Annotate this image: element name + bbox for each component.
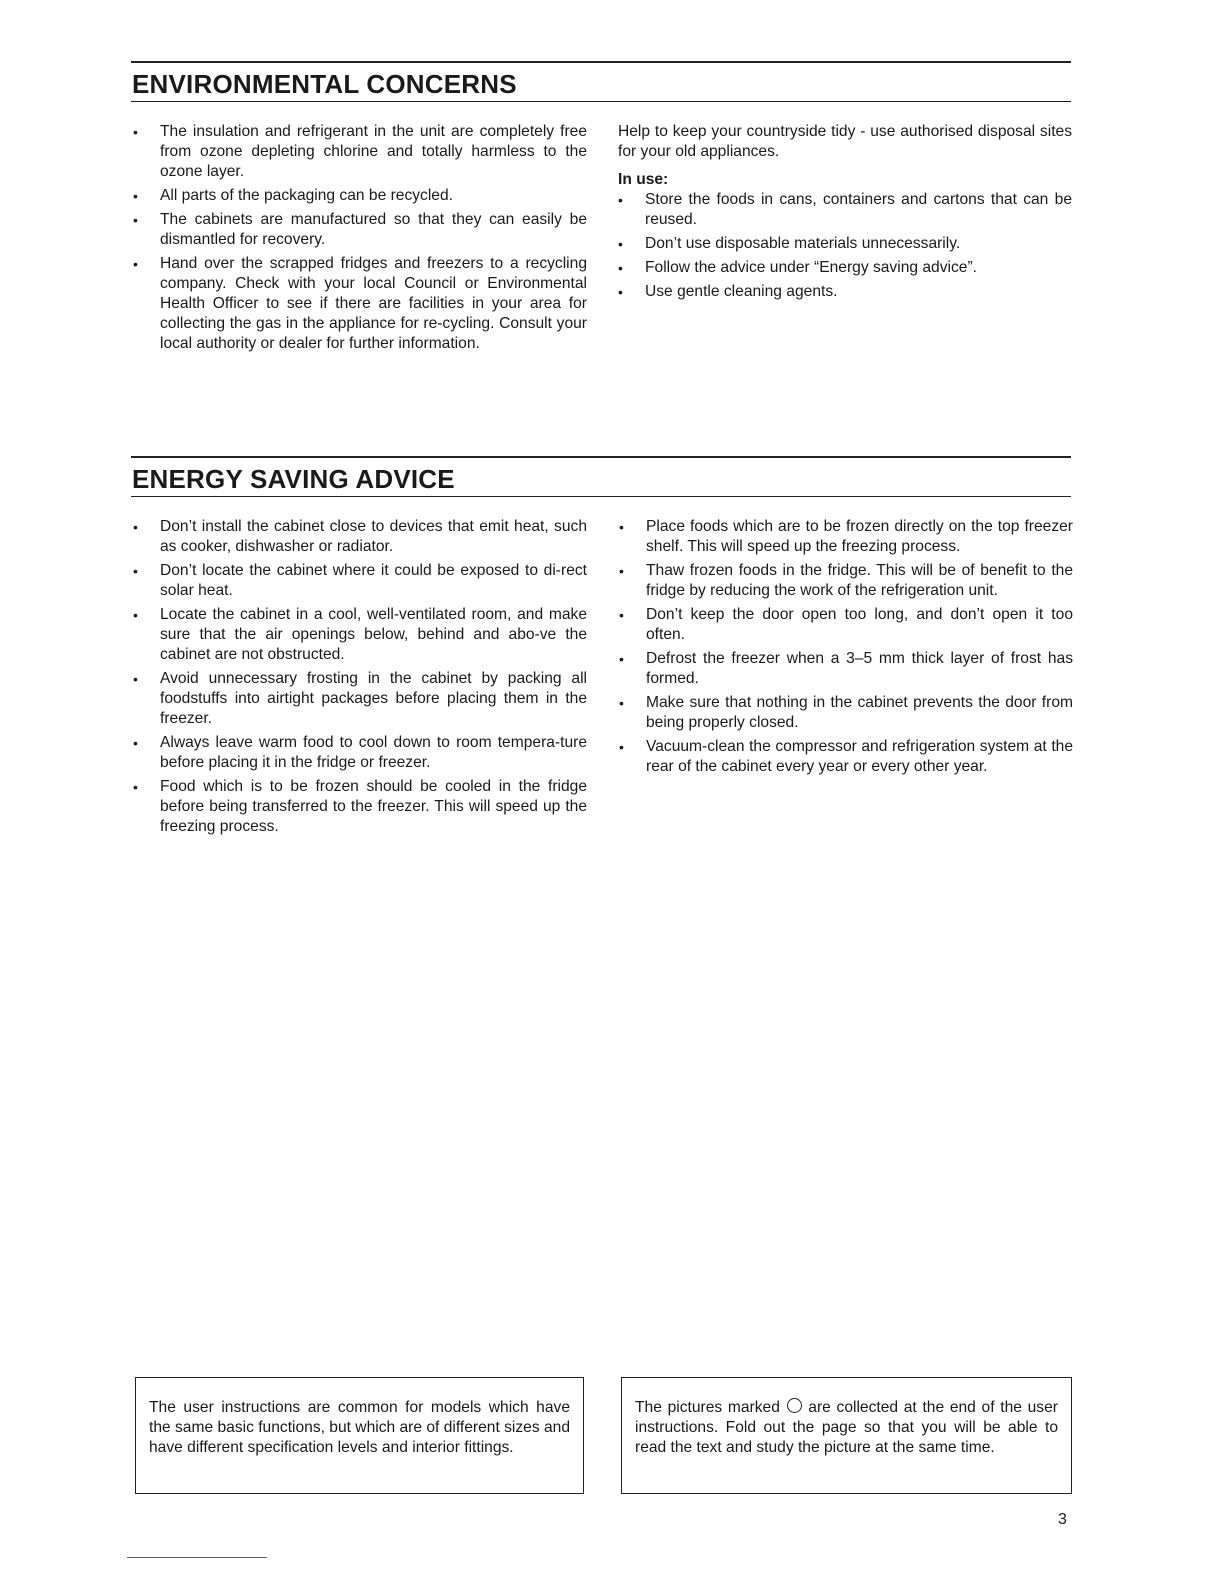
list-item: • Defrost the freezer when a 3–5 mm thick layer of frost has formed. [619, 649, 1073, 689]
pictures-note-text-start: The pictures marked [635, 1399, 780, 1416]
list-item: • The insulation and refrigerant in the unit are completely free from ozone depleting chlorine and totally harmless to the ozone layer. [133, 122, 587, 182]
list-item: • Don’t use disposable materials unnecessarily. [618, 234, 1072, 254]
environmental-right-column [618, 122, 1072, 306]
pictures-note-text-end: are collected at the end of the user instructions. Fold out the page so that you will be able to read the text and study the picture at the same time. [635, 1399, 1058, 1456]
list-item: • Always leave warm food to cool down to room tempera-ture before placing it in the fridge or freezer. [133, 733, 587, 773]
energy-section-header [131, 456, 1071, 497]
environmental-section-header [131, 61, 1071, 102]
energy-right-column [619, 517, 1073, 781]
in-use-subheading: In use: [618, 171, 669, 188]
list-item: • Vacuum-clean the compressor and refrigeration system at the rear of the cabinet every year or every other year. [619, 737, 1073, 777]
disposal-paragraph: Help to keep your countryside tidy - use authorised disposal sites for your old appliances. [618, 123, 1072, 160]
circle-marker-icon [787, 1398, 802, 1413]
footer-link-line [127, 1557, 267, 1558]
list-item: • Place foods which are to be frozen directly on the top freezer shelf. This will speed up the freezing process. [619, 517, 1073, 557]
section-rule-bottom [131, 101, 1071, 102]
list-item: • Don’t locate the cabinet where it could be exposed to di-rect solar heat. [133, 561, 587, 601]
list-item: • The cabinets are manufactured so that they can easily be dismantled for recovery. [133, 210, 587, 250]
list-item: • Make sure that nothing in the cabinet prevents the door from being properly closed. [619, 693, 1073, 733]
list-item: • Locate the cabinet in a cool, well-ventilated room, and make sure that the air openings below, behind and abo-ve the cabinet are not obstructed. [133, 605, 587, 665]
section-rule-top [131, 61, 1071, 63]
models-note-text: The user instructions are common for models which have the same basic functions, but which are of different sizes and have different specification levels and interior fittings. [149, 1399, 570, 1456]
environmental-heading: ENVIRONMENTAL CONCERNS [132, 69, 517, 99]
pictures-note-box [621, 1377, 1072, 1494]
list-item: • Don’t install the cabinet close to devices that emit heat, such as cooker, dishwasher or radiator. [133, 517, 587, 557]
energy-left-column [133, 517, 587, 841]
list-item: • Hand over the scrapped fridges and freezers to a recycling company. Check with your local Council or Environmental Health Officer to see if there are facilities in your area for collecting the gas in the appliance for re-cycling. Consult your local authority or dealer for further information. [133, 254, 587, 354]
list-item: • Don’t keep the door open too long, and don’t open it too often. [619, 605, 1073, 645]
models-note-box [135, 1377, 584, 1494]
section-rule-bottom [131, 496, 1071, 497]
list-item: • All parts of the packaging can be recycled. [133, 186, 587, 206]
environmental-left-column [133, 122, 587, 358]
list-item: • Thaw frozen foods in the fridge. This will be of benefit to the fridge by reducing the work of the refrigeration unit. [619, 561, 1073, 601]
page-number: 3 [1058, 1511, 1067, 1528]
list-item: • Food which is to be frozen should be cooled in the fridge before being transferred to the freezer. This will speed up the freezing process. [133, 777, 587, 837]
section-rule-top [131, 456, 1071, 458]
list-item: • Use gentle cleaning agents. [618, 282, 1072, 302]
list-item: • Avoid unnecessary frosting in the cabinet by packing all foodstuffs into airtight packages before placing them in the freezer. [133, 669, 587, 729]
list-item: • Store the foods in cans, containers and cartons that can be reused. [618, 190, 1072, 230]
list-item: • Follow the advice under “Energy saving advice”. [618, 258, 1072, 278]
energy-heading: ENERGY SAVING ADVICE [132, 464, 455, 494]
